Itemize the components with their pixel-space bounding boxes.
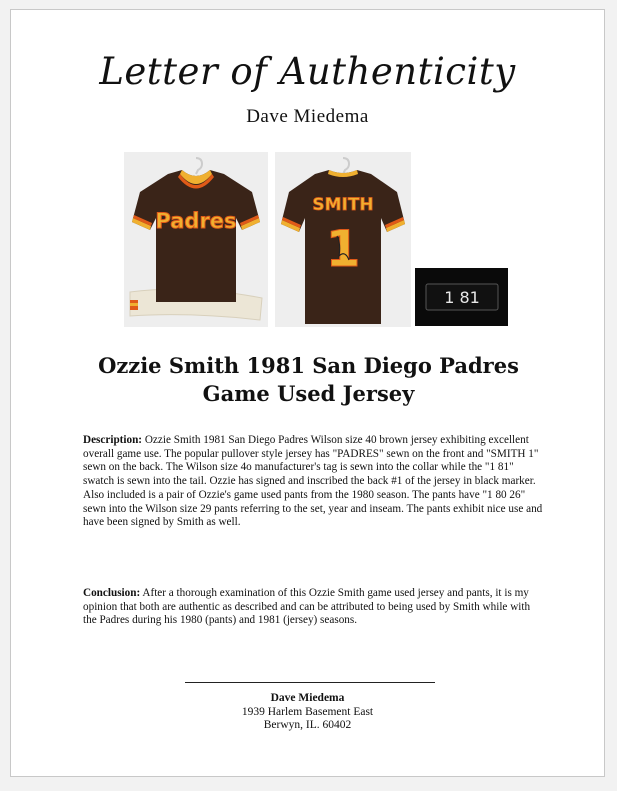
description-paragraph	[83, 434, 543, 530]
tag-swatch-photo	[415, 268, 508, 326]
conclusion-text: After a thorough examination of this Ozzie Smith game used jersey and pants, it is my opinion that both are authentic as described and can be attributed to being used by Smith while with the Padres during his 1980 (pants) and 1981 (jersey) seasons.	[83, 587, 531, 627]
front-jersey-photo	[124, 152, 268, 327]
description-label: Description:	[83, 434, 143, 446]
back-name: SMITH	[312, 195, 374, 215]
back-number: 1	[325, 220, 361, 278]
description-text: Ozzie Smith 1981 San Diego Padres Wilson size 40 brown jersey exhibiting excellent overall game use. The popular pullover style jersey has "PADRES" sewn on the front and "SMITH 1" sewn on the back. The Wilson size 4o manufacturer's tag is sewn into the collar while the "1 81" swatch is sewn into the tail. Ozzie has signed and inscribed the back #1 of the jersey in black marker. Also included is a pair of Ozzie's game used pants from the 1980 season. The pants have "1 80 26" sewn into the Wilson size 29 pants referring to the set, year and inseam. The pants exhibit nice use and have been signed by Smith as well.	[83, 434, 543, 529]
front-wordmark: Padres	[155, 209, 237, 233]
conclusion-label: Conclusion:	[83, 587, 141, 599]
back-jersey-photo	[275, 152, 411, 327]
letter-title: Letter of Authenticity	[99, 50, 516, 93]
document-page	[10, 9, 605, 777]
heading-line-2: Game Used Jersey	[202, 381, 415, 406]
signature-name: Dave Miedema	[270, 692, 345, 704]
conclusion-paragraph	[83, 587, 543, 628]
signature-address: 1939 Harlem Basement East	[241, 706, 374, 718]
signature-line	[185, 682, 435, 683]
item-heading	[51, 352, 566, 408]
signature-city: Berwyn, IL. 60402	[263, 719, 352, 731]
tag-swatch-text: 1 81	[444, 288, 480, 307]
authenticator-name: Dave Miedema	[246, 106, 369, 127]
heading-line-1: Ozzie Smith 1981 San Diego Padres	[98, 353, 519, 378]
